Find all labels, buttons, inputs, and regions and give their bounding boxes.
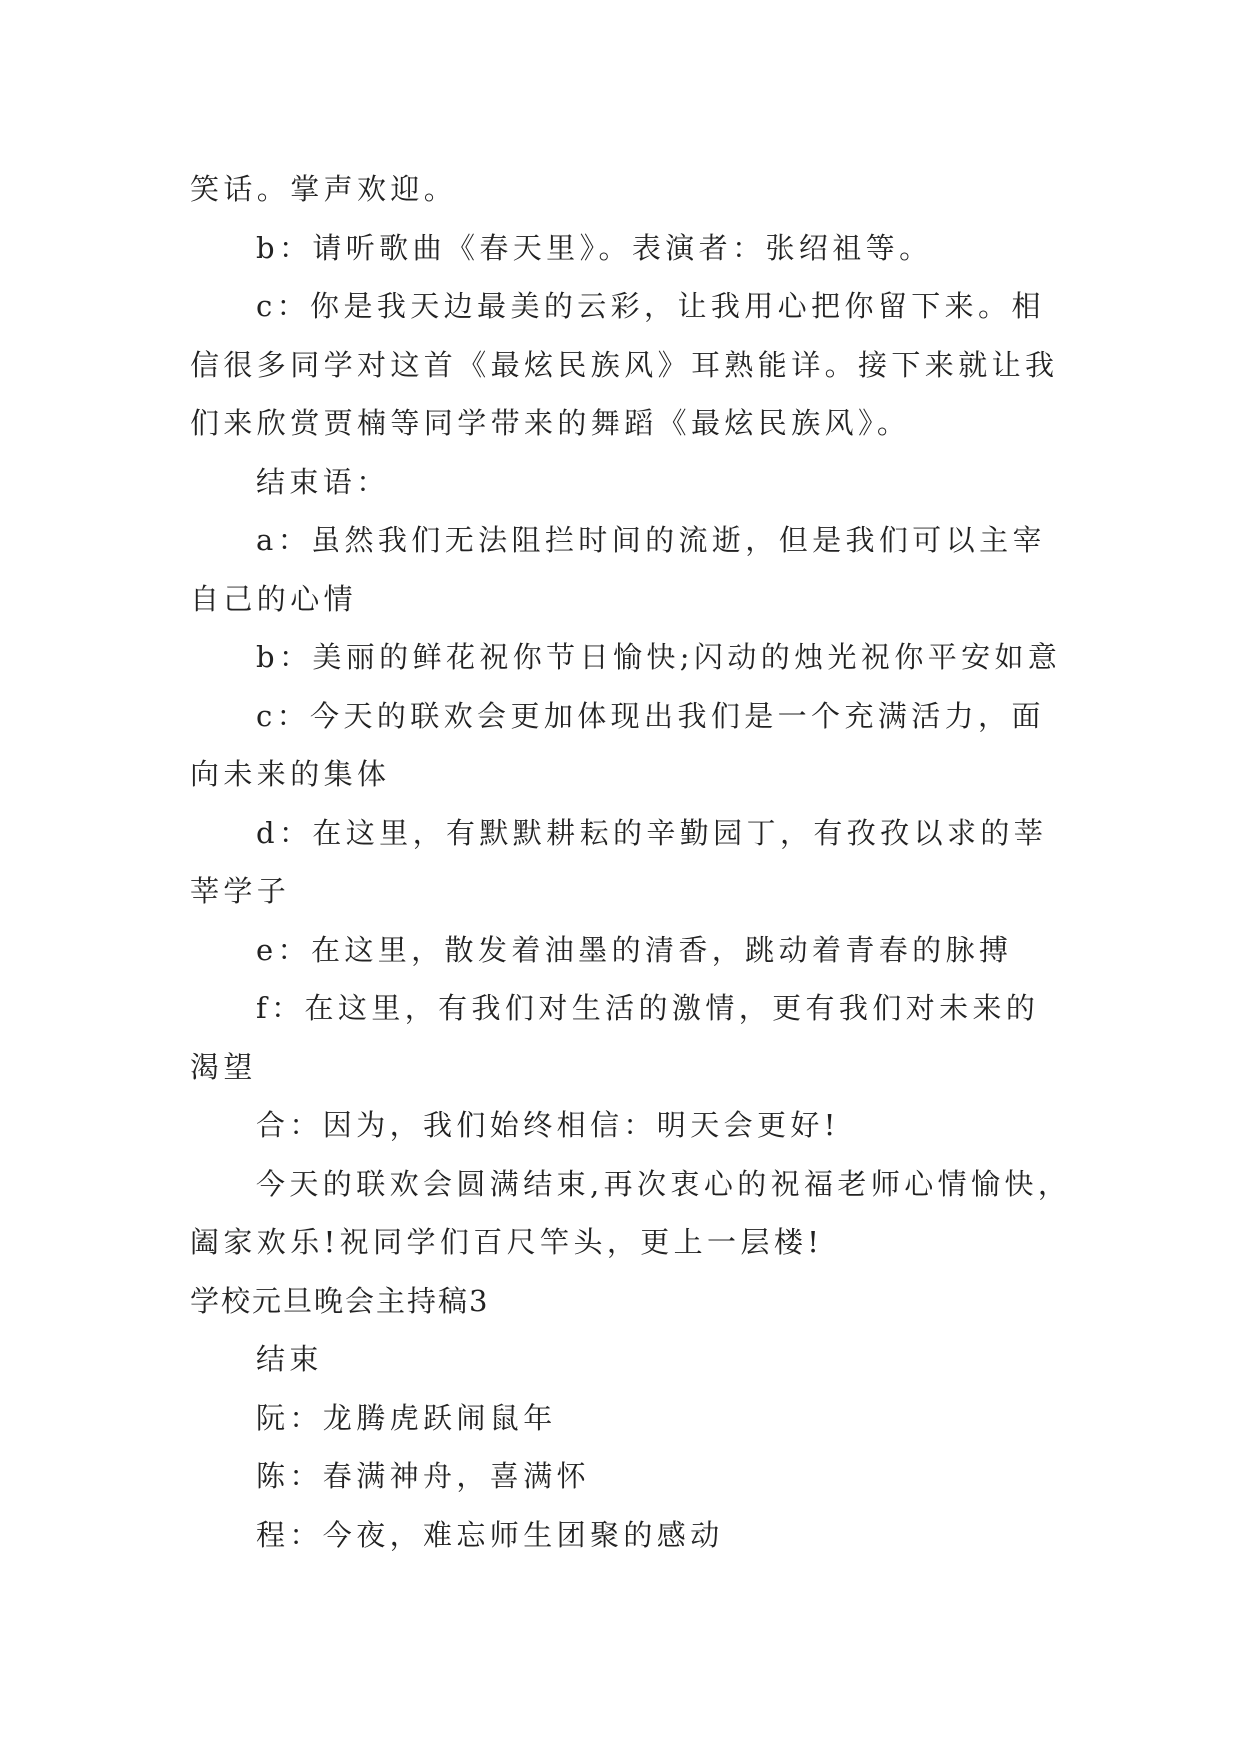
text-line: 向未来的集体 — [190, 757, 391, 791]
text-line: 阮：龙腾虎跃闹鼠年 — [256, 1400, 557, 1435]
text-line: 信很多同学对这首《最炫民族风》耳熟能详。接下来就让我 — [190, 347, 1059, 382]
text-line: 结束 — [256, 1342, 323, 1376]
text-line: b：请听歌曲《春天里》。表演者：张绍祖等。 — [256, 230, 933, 265]
text-line: 结束语： — [256, 464, 390, 499]
text-line: 渴望 — [190, 1049, 257, 1084]
text-line: 自己的心情 — [190, 581, 358, 616]
text-line: b：美丽的鲜花祝你节日愉快;闪动的烛光祝你平安如意 — [256, 640, 1062, 674]
text-line: c：今天的联欢会更加体现出我们是一个充满活力，面 — [256, 698, 1045, 733]
section-heading: 学校元旦晚会主持稿3 — [190, 1283, 490, 1318]
text-line: 今天的联欢会圆满结束,再次衷心的祝福老师心情愉快， — [256, 1166, 1072, 1201]
text-line: e：在这里，散发着油墨的清香，跳动着青春的脉搏 — [256, 932, 1013, 967]
text-line: c：你是我天边最美的云彩，让我用心把你留下来。相 — [256, 289, 1045, 323]
text-line: 莘学子 — [190, 874, 291, 908]
text-line: 陈：春满神舟，喜满怀 — [256, 1459, 591, 1493]
document-page — [190, 160, 1072, 1564]
text-line: 们来欣赏贾楠等同学带来的舞蹈《最炫民族风》。 — [190, 406, 911, 440]
text-line: a：虽然我们无法阻拦时间的流逝，但是我们可以主宰 — [256, 523, 1046, 557]
text-line: f：在这里，有我们对生活的激情，更有我们对未来的 — [256, 991, 1040, 1025]
text-line: 笑话。掌声欢迎。 — [190, 172, 458, 206]
text-line: 阖家欢乐!祝同学们百尺竿头，更上一层楼! — [190, 1225, 824, 1259]
text-line: 程：今夜，难忘师生团聚的感动 — [256, 1517, 724, 1552]
text-line: 合：因为，我们始终相信：明天会更好! — [256, 1108, 840, 1142]
text-line: d：在这里，有默默耕耘的辛勤园丁，有孜孜以求的莘 — [256, 815, 1048, 850]
